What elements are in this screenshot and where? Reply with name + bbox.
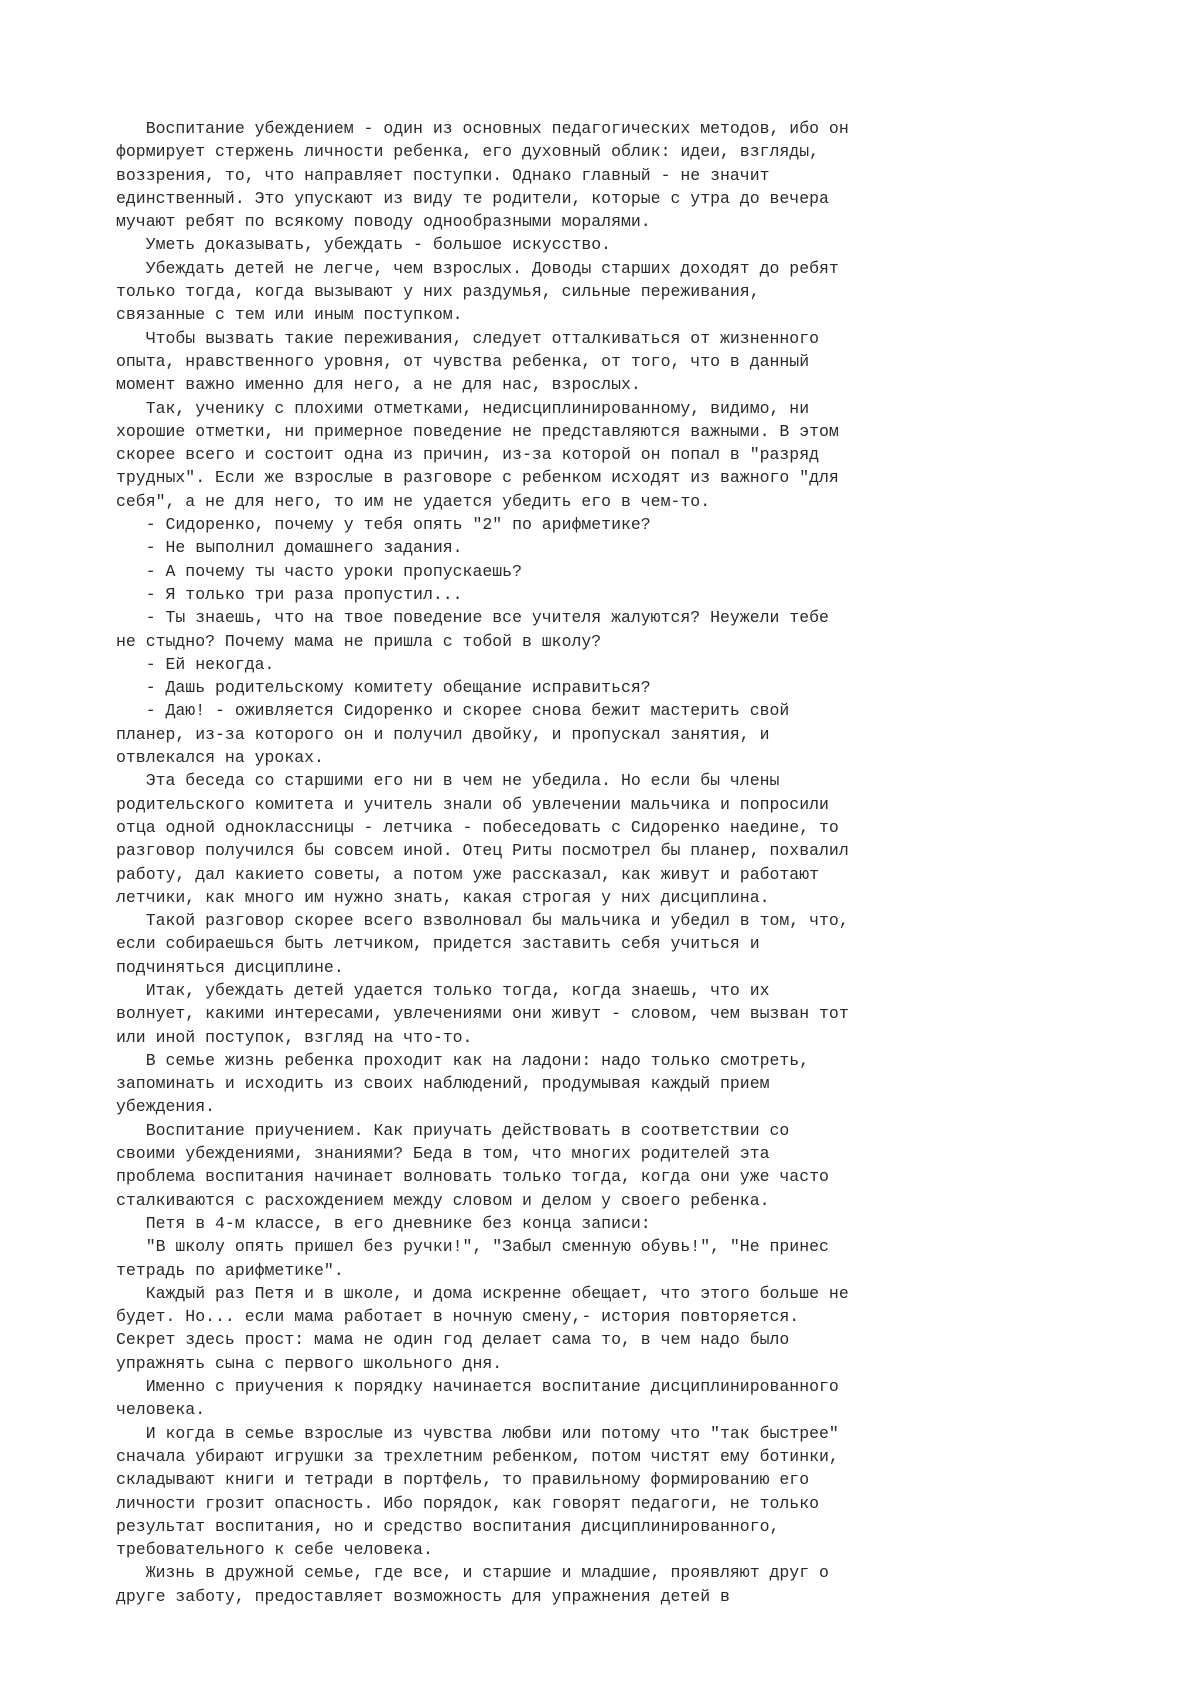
- text-line: запоминать и исходить из своих наблюдений, продумывая каждый прием: [116, 1074, 770, 1094]
- text-line: своими убеждениями, знаниями? Беда в том, что многих родителей эта: [116, 1144, 770, 1164]
- text-line: - Ты знаешь, что на твое поведение все учителя жалуются? Неужели тебе: [116, 608, 829, 628]
- text-line: сначала убирают игрушки за трехлетним ребенком, потом чистят ему ботинки,: [116, 1446, 839, 1466]
- text-line: - Сидоренко, почему у тебя опять "2" по арифметике?: [116, 515, 651, 535]
- text-line: - А почему ты часто уроки пропускаешь?: [116, 561, 522, 581]
- text-line: летчики, как много им нужно знать, какая строгая у них дисциплина.: [116, 887, 770, 907]
- text-line: "В школу опять пришел без ручки!", "Забыл сменную обувь!", "Не принес: [116, 1237, 829, 1257]
- text-line: - Не выполнил домашнего задания.: [116, 538, 463, 558]
- text-line: Эта беседа со старшими его ни в чем не убедила. Но если бы члены: [116, 771, 780, 791]
- text-line: друге заботу, предоставляет возможность для упражнения детей в: [116, 1586, 730, 1606]
- text-line: мучают ребят по всякому поводу однообразными моралями.: [116, 212, 651, 232]
- text-line: проблема воспитания начинает волновать только тогда, когда они уже часто: [116, 1167, 829, 1187]
- text-line: Жизнь в дружной семье, где все, и старшие и младшие, проявляют друг о: [116, 1563, 829, 1583]
- text-line: подчиняться дисциплине.: [116, 957, 344, 977]
- text-line: И когда в семье взрослые из чувства любви или потому что "так быстрее": [116, 1423, 839, 1443]
- text-line: не стыдно? Почему мама не пришла с тобой в школу?: [116, 631, 602, 651]
- text-line: - Даю! - оживляется Сидоренко и скорее снова бежит мастерить свой: [116, 701, 790, 721]
- text-line: личности грозит опасность. Ибо порядок, как говорят педагоги, не только: [116, 1493, 820, 1513]
- text-line: планер, из-за которого он и получил двойку, и пропускал занятия, и: [116, 724, 770, 744]
- text-line: сталкиваются с расхождением между словом и делом у своего ребенка.: [116, 1190, 770, 1210]
- text-line: момент важно именно для него, а не для нас, взрослых.: [116, 375, 641, 395]
- text-line: воззрения, то, что направляет поступки. Однако главный - не значит: [116, 165, 770, 185]
- text-line: Петя в 4-м классе, в его дневнике без конца записи:: [116, 1213, 651, 1233]
- text-line: родительского комитета и учитель знали об увлечении мальчика и попросили: [116, 794, 829, 814]
- text-line: Убеждать детей не легче, чем взрослых. Доводы старших доходят до ребят: [116, 258, 839, 278]
- text-line: - Я только три раза пропустил...: [116, 584, 463, 604]
- text-line: результат воспитания, но и средство воспитания дисциплинированного,: [116, 1516, 780, 1536]
- text-line: Уметь доказывать, убеждать - большое искусство.: [116, 235, 612, 255]
- text-line: - Дашь родительскому комитету обещание исправиться?: [116, 678, 651, 698]
- text-line: Итак, убеждать детей удается только тогда, когда знаешь, что их: [116, 980, 770, 1000]
- text-line: или иной поступок, взгляд на что-то.: [116, 1027, 473, 1047]
- text-line: тетрадь по арифметике".: [116, 1260, 344, 1280]
- text-line: Воспитание убеждением - один из основных педагогических методов, ибо он: [116, 119, 849, 138]
- text-line: упражнять сына с первого школьного дня.: [116, 1353, 503, 1373]
- text-line: только тогда, когда вызывают у них раздумья, сильные переживания,: [116, 282, 760, 302]
- text-line: если собираешься быть летчиком, придется заставить себя учиться и: [116, 934, 760, 954]
- text-line: Секрет здесь прост: мама не один год делает сама то, в чем надо было: [116, 1330, 790, 1350]
- text-line: волнует, какими интересами, увлечениями они живут - словом, чем вызван тот: [116, 1004, 849, 1024]
- text-line: Воспитание приучением. Как приучать действовать в соответствии со: [116, 1120, 790, 1140]
- text-line: убеждения.: [116, 1097, 216, 1117]
- text-line: человека.: [116, 1400, 206, 1420]
- text-line: складывают книги и тетради в портфель, то правильному формированию его: [116, 1470, 810, 1490]
- text-line: трудных". Если же взрослые в разговоре с ребенком исходят из важного "для: [116, 468, 839, 488]
- text-line: хорошие отметки, ни примерное поведение не представляются важными. В этом: [116, 421, 839, 441]
- text-line: связанные с тем или иным поступком.: [116, 305, 463, 325]
- text-line: скорее всего и состоит одна из причин, из-за которой он попал в "разряд: [116, 445, 820, 465]
- text-line: будет. Но... если мама работает в ночную смену,- история повторяется.: [116, 1307, 800, 1327]
- text-line: формирует стержень личности ребенка, его духовный облик: идеи, взгляды,: [116, 142, 820, 162]
- text-line: В семье жизнь ребенка проходит как на ладони: надо только смотреть,: [116, 1050, 810, 1070]
- text-line: требовательного к себе человека.: [116, 1540, 433, 1560]
- text-line: работу, дал какието советы, а потом уже рассказал, как живут и работают: [116, 864, 820, 884]
- text-line: себя", а не для него, то им не удается убедить его в чем-то.: [116, 491, 711, 511]
- text-line: отца одной одноклассницы - летчика - побеседовать с Сидоренко наедине, то: [116, 817, 839, 837]
- text-line: опыта, нравственного уровня, от чувства ребенка, от того, что в данный: [116, 351, 810, 371]
- text-line: разговор получился бы совсем иной. Отец Риты посмотрел бы планер, похвалил: [116, 841, 849, 861]
- text-line: единственный. Это упускают из виду те родители, которые с утра до вечера: [116, 188, 829, 208]
- text-line: Именно с приучения к порядку начинается воспитание дисциплинированного: [116, 1377, 839, 1397]
- text-line: Чтобы вызвать такие переживания, следует отталкиваться от жизненного: [116, 328, 820, 348]
- document-page: [116, 117, 1076, 1608]
- text-line: отвлекался на уроках.: [116, 748, 324, 768]
- text-line: - Ей некогда.: [116, 654, 275, 674]
- text-line: Такой разговор скорее всего взволновал бы мальчика и убедил в том, что,: [116, 911, 849, 931]
- text-line: Так, ученику с плохими отметками, недисциплинированному, видимо, ни: [116, 398, 810, 418]
- text-line: Каждый раз Петя и в школе, и дома искренне обещает, что этого больше не: [116, 1283, 849, 1303]
